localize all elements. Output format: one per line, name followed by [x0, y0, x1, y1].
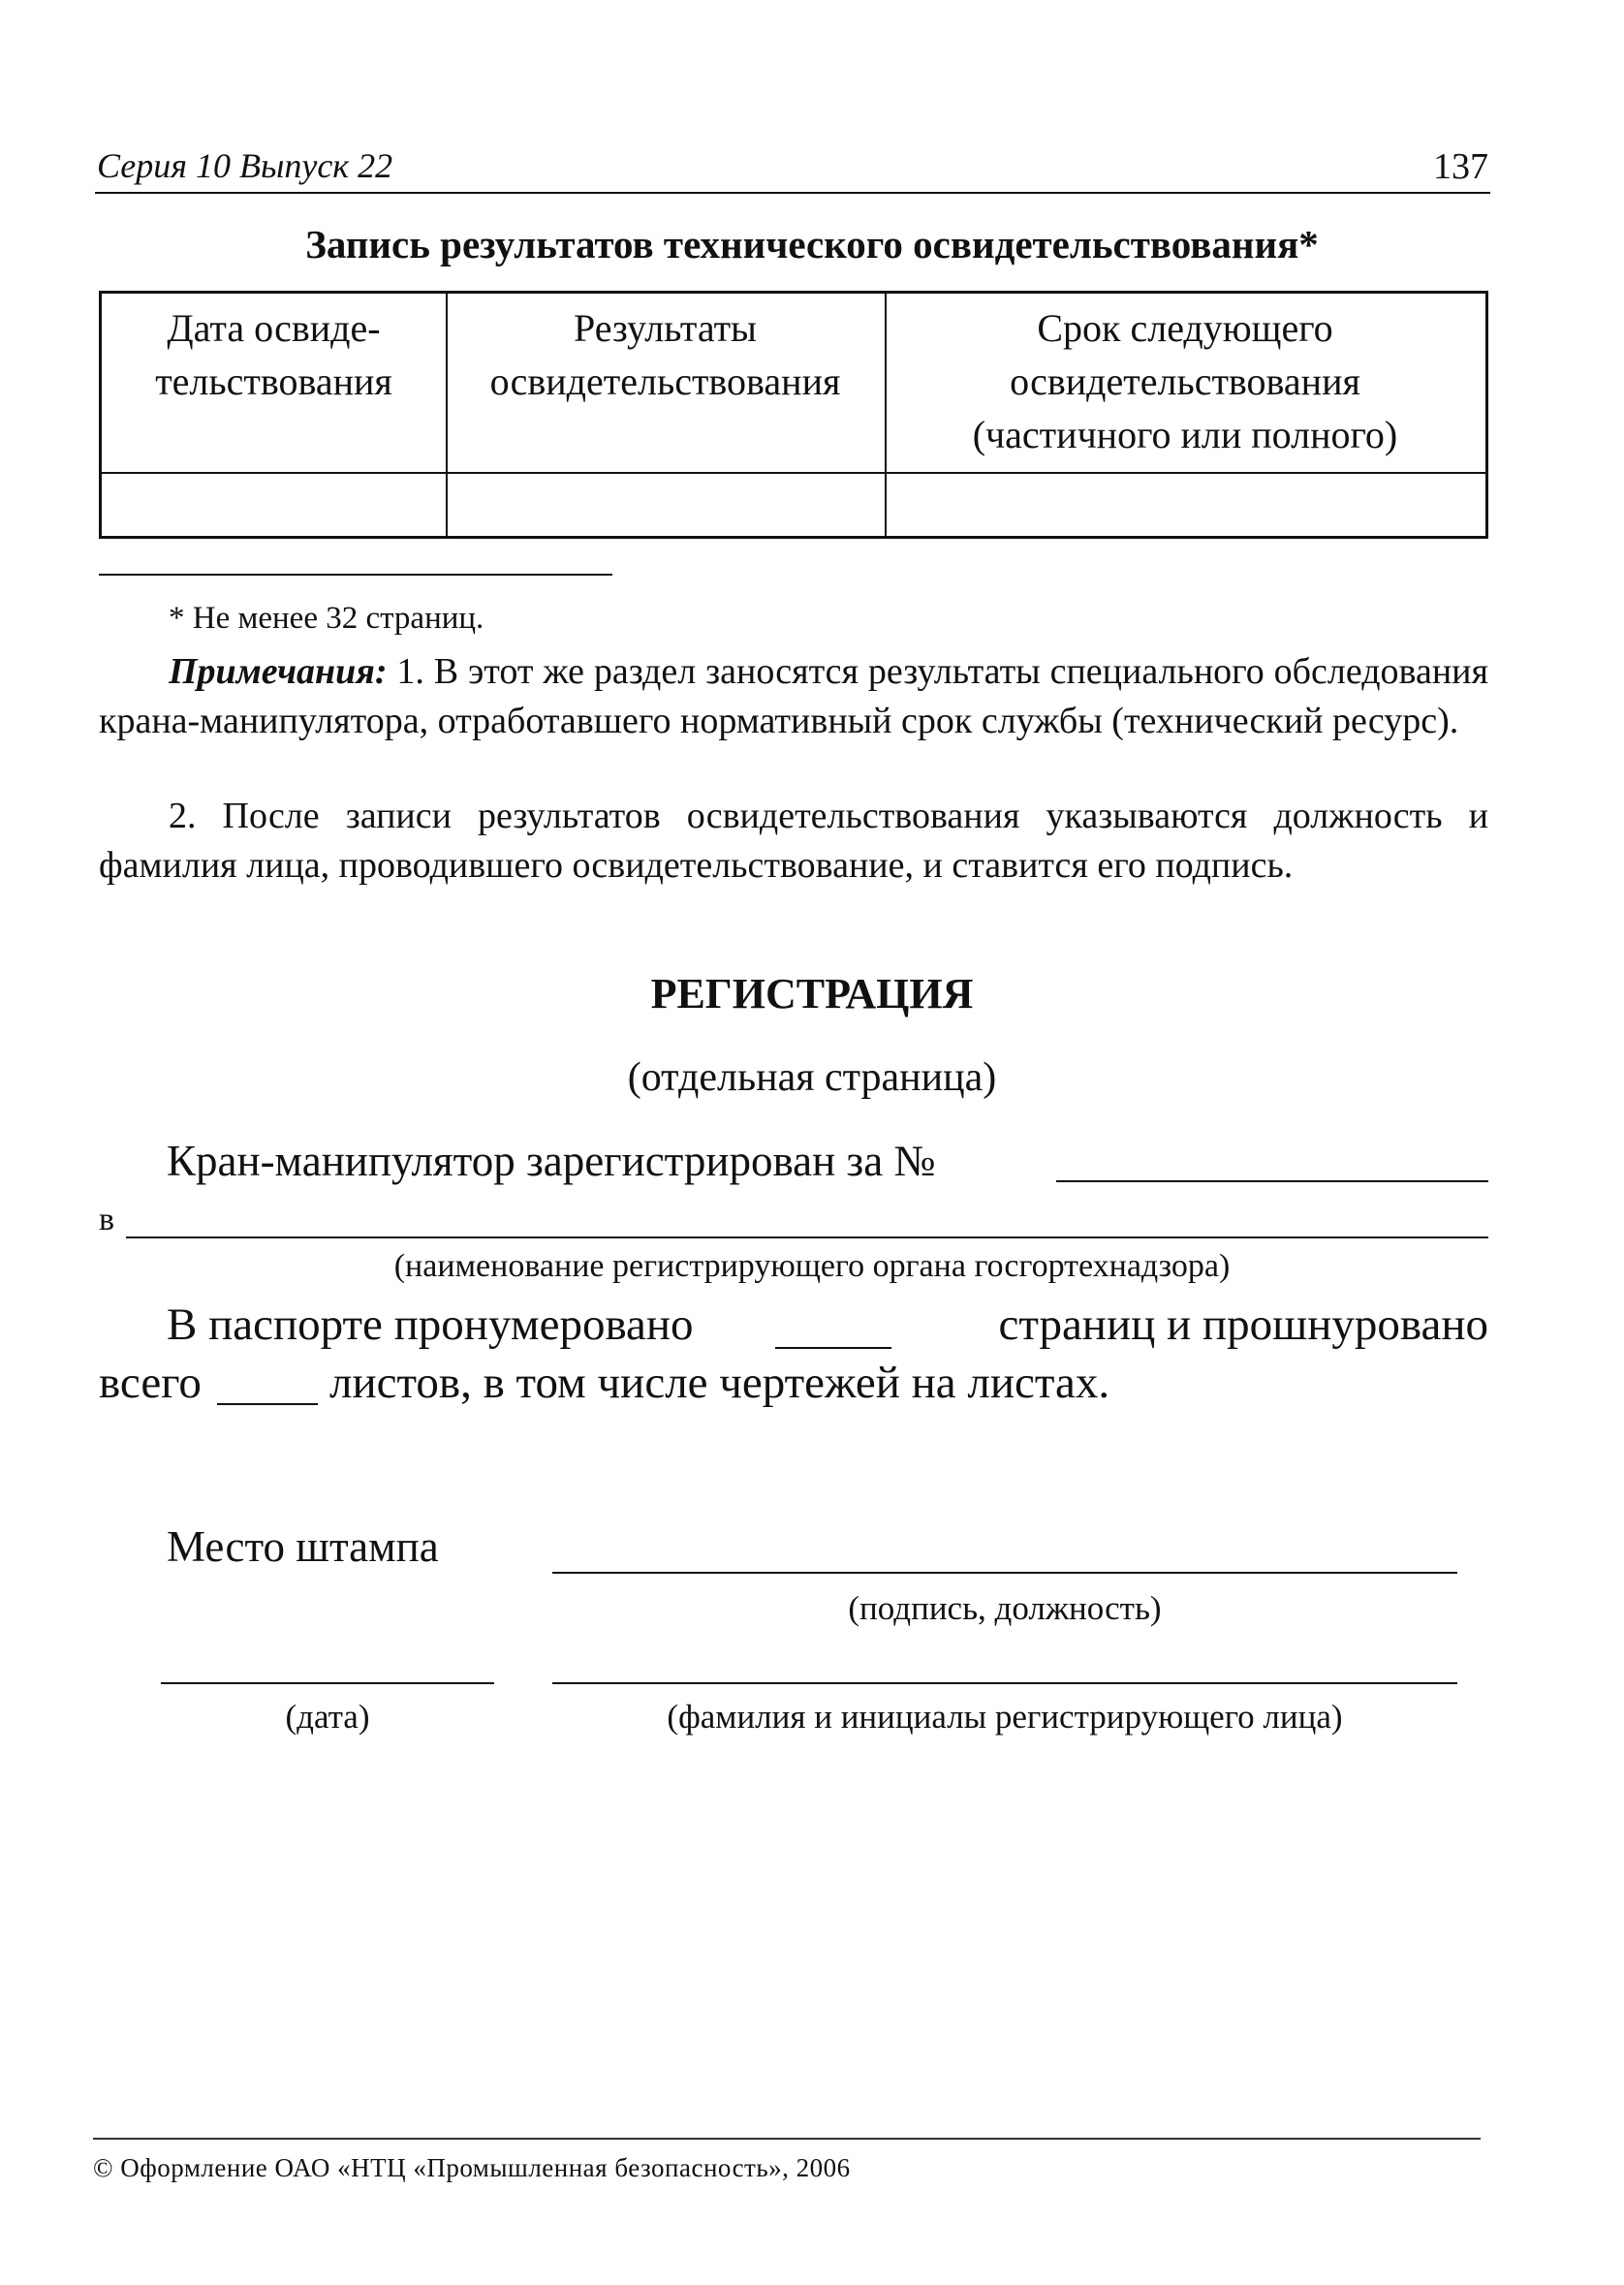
stamp-place-label: Место штампа: [167, 1522, 439, 1571]
column-header-next-date: [885, 301, 1485, 461]
column-header-line: Результаты: [574, 306, 757, 350]
column-header-line: Дата освиде-: [167, 306, 381, 350]
sheets-total-blank: [217, 1403, 318, 1405]
registration-in-label: в: [99, 1202, 115, 1237]
column-header-line: освидетельствования: [1010, 360, 1360, 403]
notes-label: Примечания:: [169, 651, 388, 692]
registration-number-label: Кран-манипулятор зарегистрирован за №: [167, 1137, 936, 1185]
header-rule: [95, 192, 1490, 194]
signature-caption: (подпись, должность): [848, 1589, 1162, 1627]
signature-blank: [552, 1572, 1457, 1574]
running-head: Серия 10 Выпуск 22: [97, 146, 393, 185]
column-header-line: освидетельствования: [489, 360, 841, 403]
pages-numbered-blank: [775, 1347, 891, 1349]
date-caption: (дата): [285, 1698, 370, 1736]
registration-subtitle: (отдельная страница): [627, 1055, 997, 1100]
column-header-line: (частичного или полного): [972, 413, 1398, 456]
footer-rule: [93, 2138, 1481, 2140]
header-row-divider: [102, 472, 1485, 474]
sheets-drawings-label: листов, в том числе чертежей на листах.: [329, 1358, 1110, 1408]
page-number: 137: [1433, 146, 1488, 187]
registration-heading: РЕГИСТРАЦИЯ: [650, 970, 974, 1017]
column-header-results: [446, 301, 885, 408]
column-header-line: Срок следующего: [1037, 306, 1333, 350]
sheets-total-label: всего: [99, 1358, 202, 1408]
authority-caption: (наименование регистрирующего органа госгортехнадзора): [393, 1248, 1231, 1284]
authority-blank: [126, 1236, 1488, 1238]
name-caption: (фамилия и инициалы регистрирующего лица): [667, 1698, 1343, 1736]
table-title: Запись результатов технического освидетельствования*: [305, 222, 1319, 266]
registration-number-blank: [1056, 1180, 1488, 1182]
copyright-footer: © Оформление ОАО «НТЦ «Промышленная безопасность», 2006: [93, 2153, 851, 2182]
notes-item-1: [99, 647, 1488, 746]
footnote-rule: [99, 574, 612, 576]
column-header-date: [102, 301, 446, 408]
pages-laced-label: страниц и прошнуровано: [998, 1299, 1488, 1350]
pages-numbered-label: В паспорте пронумеровано: [167, 1299, 694, 1350]
notes-item-2: 2. После записи результатов освидетельствования указываются должность и фамилия лица, проводившего освидетельствование, и ставится его подпись.: [99, 796, 1488, 886]
column-header-line: тельствования: [155, 360, 392, 403]
footnote: * Не менее 32 страниц.: [169, 601, 484, 636]
name-blank: [552, 1682, 1457, 1684]
notes-item-1-text: 1. В этот же раздел заносятся результаты специального обследования крана-манипулятора, отработавшего нормативный срок службы (технический ресурс).: [99, 651, 1488, 741]
inspection-record-table: [99, 291, 1488, 539]
date-blank: [161, 1682, 494, 1684]
